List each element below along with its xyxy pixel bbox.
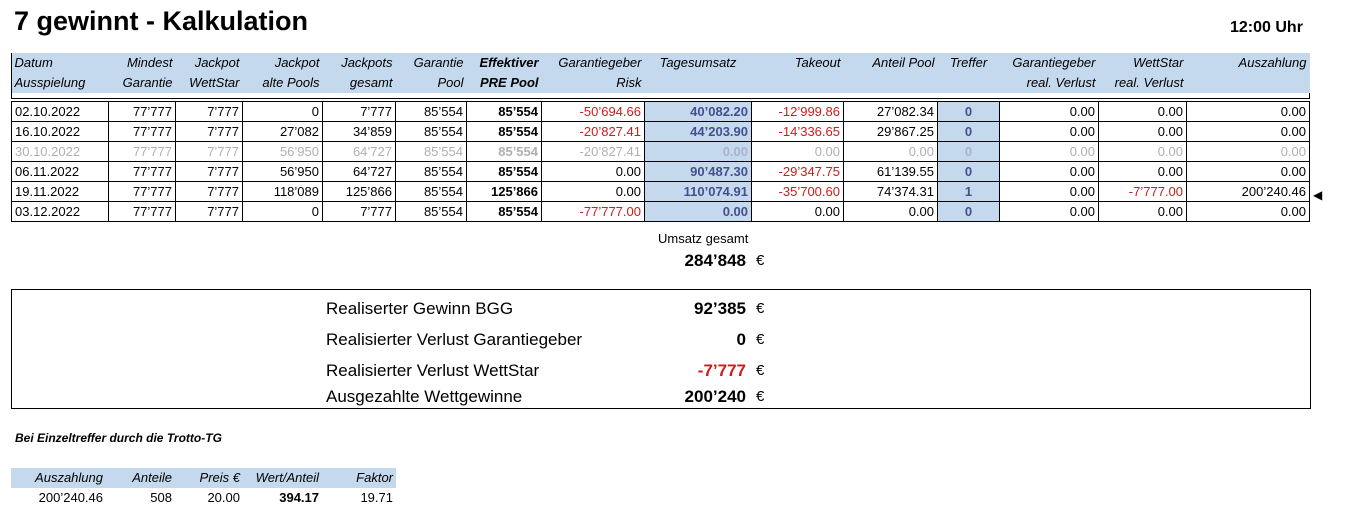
summary-currency-verlust-garantiegeber: € <box>756 331 765 348</box>
summary-label-wettgewinne: Ausgezahlte Wettgewinne <box>326 387 523 406</box>
einzeltreffer-header-row <box>11 468 396 488</box>
cell-tagesumsatz: 110’074.91 <box>645 182 752 202</box>
cell-jackpot-alte-pools: 56’950 <box>243 142 323 162</box>
cell-treffer: 0 <box>938 102 1000 122</box>
cell-garantiegeber-verlust: 0.00 <box>1000 162 1099 182</box>
header-wettstar-verlust: WettStar real. Verlust <box>1099 53 1187 93</box>
cell-wettstar-verlust: 0.00 <box>1099 102 1187 122</box>
cell-auszahlung: 0.00 <box>1187 142 1310 162</box>
cell-wettstar-verlust: 0.00 <box>1099 202 1187 222</box>
cell-datum: 06.11.2022 <box>12 162 109 182</box>
cell-treffer: 0 <box>938 122 1000 142</box>
header-garantiegeber-verlust: Garantiegeber real. Verlust <box>1000 53 1099 93</box>
cell-takeout: -14’336.65 <box>752 122 844 142</box>
cell-treffer: 0 <box>938 202 1000 222</box>
cell-auszahlung: 0.00 <box>1187 202 1310 222</box>
header-effektiver-pre-pool: Effektiver PRE Pool <box>467 53 542 93</box>
cell-jackpots-gesamt: 125’866 <box>323 182 396 202</box>
cell-effektiver-pre-pool: 85’554 <box>467 142 542 162</box>
cell-wettstar-verlust: 0.00 <box>1099 122 1187 142</box>
umsatz-gesamt-value: 284’848 <box>684 251 746 270</box>
cell-garantie-pool: 85’554 <box>396 142 467 162</box>
cell-effektiver-pre-pool: 125’866 <box>467 182 542 202</box>
row-marker-icon: ◀ <box>1313 188 1323 202</box>
summary-label-verlust-wettstar: Realisierter Verlust WettStar <box>326 361 540 380</box>
cell-auszahlung: 200’240.46 <box>38 490 103 505</box>
cell-jackpot-wettstar: 7’777 <box>176 102 243 122</box>
header-preis: Preis € <box>175 468 243 488</box>
calculation-table <box>11 53 1310 222</box>
header-datum: Datum Ausspielung <box>12 53 109 93</box>
cell-takeout: -29’347.75 <box>752 162 844 182</box>
cell-tagesumsatz: 44’203.90 <box>645 122 752 142</box>
table-row <box>12 202 1310 222</box>
cell-mindest-garantie: 77’777 <box>109 182 176 202</box>
cell-jackpot-alte-pools: 0 <box>243 102 323 122</box>
cell-preis: 20.00 <box>207 490 240 505</box>
einzeltreffer-table <box>11 468 396 508</box>
cell-jackpot-wettstar: 7’777 <box>176 182 243 202</box>
header-garantiegeber-risk: Garantiegeber Risk <box>542 53 645 93</box>
cell-tagesumsatz: 0.00 <box>645 202 752 222</box>
cell-jackpot-wettstar: 7’777 <box>176 122 243 142</box>
cell-wettstar-verlust: -7’777.00 <box>1099 182 1187 202</box>
summary-currency-verlust-wettstar: € <box>756 362 765 379</box>
summary-label-gewinn: Realiserter Gewinn BGG <box>326 299 514 318</box>
header-anteil-pool: Anteil Pool <box>844 53 938 93</box>
header-anteile: Anteile <box>106 468 175 488</box>
cell-auszahlung: 0.00 <box>1187 162 1310 182</box>
cell-treffer: 0 <box>938 162 1000 182</box>
umsatz-gesamt-label: Umsatz gesamt <box>658 231 749 246</box>
summary-currency-gewinn: € <box>756 300 765 317</box>
table-row <box>12 182 1310 202</box>
page-title: 7 gewinnt - Kalkulation <box>14 6 309 36</box>
cell-garantiegeber-risk: -50’694.66 <box>542 102 645 122</box>
cell-datum: 02.10.2022 <box>12 102 109 122</box>
header-jackpot-wettstar: Jackpot WettStar <box>176 53 243 93</box>
summary-label-verlust-garantiegeber: Realisierter Verlust Garantiegeber <box>326 330 583 349</box>
cell-takeout: 0.00 <box>752 142 844 162</box>
summary-value-verlust-garantiegeber: 0 <box>736 330 746 349</box>
cell-garantiegeber-verlust: 0.00 <box>1000 202 1099 222</box>
table-row <box>12 142 1310 162</box>
cell-anteile: 508 <box>150 490 172 505</box>
header-takeout: Takeout <box>752 53 844 93</box>
cell-mindest-garantie: 77’777 <box>109 142 176 162</box>
cell-jackpot-wettstar: 7’777 <box>176 202 243 222</box>
cell-anteil-pool: 27’082.34 <box>844 102 938 122</box>
header-faktor: Faktor <box>322 468 396 488</box>
table-row <box>12 122 1310 142</box>
cell-garantiegeber-risk: -77’777.00 <box>542 202 645 222</box>
summary-value-verlust-wettstar: -7’777 <box>697 361 746 380</box>
header-treffer: Treffer <box>938 53 1000 93</box>
cell-jackpots-gesamt: 64’727 <box>323 142 396 162</box>
cell-tagesumsatz: 40’082.20 <box>645 102 752 122</box>
umsatz-currency: € <box>756 252 765 269</box>
cell-effektiver-pre-pool: 85’554 <box>467 102 542 122</box>
summary-value-gewinn: 92’385 <box>694 299 746 318</box>
cell-effektiver-pre-pool: 85’554 <box>467 122 542 142</box>
summary-value-wettgewinne: 200’240 <box>684 387 746 406</box>
time-label: 12:00 Uhr <box>1230 19 1303 36</box>
header-mindest-garantie: Mindest Garantie <box>109 53 176 93</box>
cell-wettstar-verlust: 0.00 <box>1099 142 1187 162</box>
cell-datum: 30.10.2022 <box>12 142 109 162</box>
cell-mindest-garantie: 77’777 <box>109 102 176 122</box>
cell-garantie-pool: 85’554 <box>396 182 467 202</box>
cell-garantie-pool: 85’554 <box>396 202 467 222</box>
cell-mindest-garantie: 77’777 <box>109 162 176 182</box>
table-row <box>12 162 1310 182</box>
cell-wert-anteil: 394.17 <box>279 490 319 505</box>
cell-mindest-garantie: 77’777 <box>109 122 176 142</box>
cell-jackpot-alte-pools: 0 <box>243 202 323 222</box>
header-jackpots-gesamt: Jackpots gesamt <box>323 53 396 93</box>
header-wert-anteil: Wert/Anteil <box>243 468 322 488</box>
cell-datum: 19.11.2022 <box>12 182 109 202</box>
cell-garantiegeber-verlust: 0.00 <box>1000 102 1099 122</box>
cell-wettstar-verlust: 0.00 <box>1099 162 1187 182</box>
cell-garantie-pool: 85’554 <box>396 162 467 182</box>
header-auszahlung: Auszahlung <box>1187 53 1310 93</box>
cell-takeout: -35’700.60 <box>752 182 844 202</box>
cell-garantie-pool: 85’554 <box>396 122 467 142</box>
einzeltreffer-row <box>11 488 396 508</box>
cell-jackpot-wettstar: 7’777 <box>176 162 243 182</box>
cell-tagesumsatz: 90’487.30 <box>645 162 752 182</box>
cell-jackpot-alte-pools: 27’082 <box>243 122 323 142</box>
header-garantie-pool: Garantie Pool <box>396 53 467 93</box>
cell-garantiegeber-risk: -20’827.41 <box>542 122 645 142</box>
header-jackpot-alte-pools: Jackpot alte Pools <box>243 53 323 93</box>
cell-anteil-pool: 29’867.25 <box>844 122 938 142</box>
summary-currency-wettgewinne: € <box>756 388 765 405</box>
header-auszahlung: Auszahlung <box>11 468 106 488</box>
cell-treffer: 1 <box>938 182 1000 202</box>
cell-garantiegeber-verlust: 0.00 <box>1000 122 1099 142</box>
cell-effektiver-pre-pool: 85’554 <box>467 202 542 222</box>
cell-anteil-pool: 61’139.55 <box>844 162 938 182</box>
cell-effektiver-pre-pool: 85’554 <box>467 162 542 182</box>
cell-jackpots-gesamt: 34’859 <box>323 122 396 142</box>
cell-auszahlung: 0.00 <box>1187 102 1310 122</box>
cell-jackpot-wettstar: 7’777 <box>176 142 243 162</box>
cell-auszahlung: 0.00 <box>1187 122 1310 142</box>
cell-anteil-pool: 74’374.31 <box>844 182 938 202</box>
cell-treffer: 0 <box>938 142 1000 162</box>
cell-garantiegeber-verlust: 0.00 <box>1000 182 1099 202</box>
cell-takeout: -12’999.86 <box>752 102 844 122</box>
cell-anteil-pool: 0.00 <box>844 142 938 162</box>
einzeltreffer-note: Bei Einzeltreffer durch die Trotto-TG <box>15 431 222 445</box>
cell-garantiegeber-risk: -20’827.41 <box>542 142 645 162</box>
cell-faktor: 19.71 <box>360 490 393 505</box>
header-tagesumsatz: Tagesumsatz <box>645 53 752 93</box>
cell-jackpot-alte-pools: 56’950 <box>243 162 323 182</box>
cell-anteil-pool: 0.00 <box>844 202 938 222</box>
table-row <box>12 102 1310 122</box>
cell-jackpots-gesamt: 7’777 <box>323 202 396 222</box>
cell-garantiegeber-risk: 0.00 <box>542 162 645 182</box>
cell-datum: 16.10.2022 <box>12 122 109 142</box>
cell-datum: 03.12.2022 <box>12 202 109 222</box>
cell-mindest-garantie: 77’777 <box>109 202 176 222</box>
cell-garantie-pool: 85’554 <box>396 102 467 122</box>
cell-tagesumsatz: 0.00 <box>645 142 752 162</box>
cell-jackpots-gesamt: 7’777 <box>323 102 396 122</box>
cell-takeout: 0.00 <box>752 202 844 222</box>
cell-jackpot-alte-pools: 118’089 <box>243 182 323 202</box>
cell-auszahlung: 200’240.46 <box>1187 182 1310 202</box>
cell-garantiegeber-risk: 0.00 <box>542 182 645 202</box>
table-header-row <box>12 53 1310 93</box>
cell-garantiegeber-verlust: 0.00 <box>1000 142 1099 162</box>
cell-jackpots-gesamt: 64’727 <box>323 162 396 182</box>
